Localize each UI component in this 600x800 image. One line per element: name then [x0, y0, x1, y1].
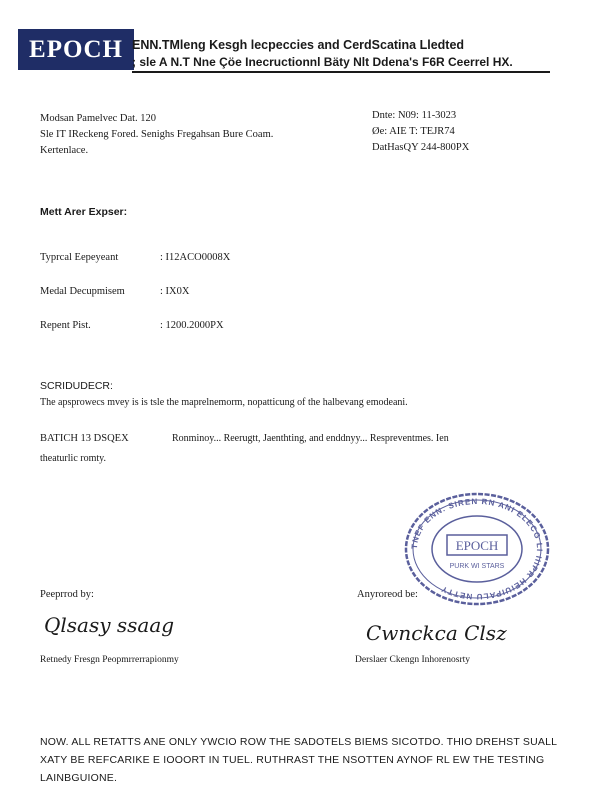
address-line: Sle IT IReckeng Fored. Senighs Fregahsan Bure Coam.: [40, 129, 274, 140]
header-title: ENN.TMleng Kesgh lecpeccies and CerdScatina Lledted: [132, 38, 465, 52]
address-line: Kertenlace.: [40, 145, 89, 156]
summary-text: The apsprowecs mvey is is tsle the maprelnemorm, nopatticung of the halbevang emodeani.: [40, 397, 408, 408]
batch-text: Ronminoy... Reerugtt, Jaenthting, and enddnyy... Respreventmes. Ien: [172, 433, 449, 444]
meta-dimensions: DatHasQY 244-800PX: [372, 142, 470, 153]
meta-block: [372, 108, 469, 156]
approved-name: Derslaer Ckengn Inhorenosrty: [355, 655, 471, 665]
disclaimer: NOW. ALL RETATTS ANE ONLY YWCIO ROW THE SADOTELS BIEMS SICOTDO. THIO DREHST SUALL XATY BE REFCARIKE E IOOORT IN TUEL. RUTHRAST THE NSOTTEN AYNOF RL EW THE TESTING LAINBGUIONE.: [40, 736, 557, 784]
address-line: Modsan Pamelvec Dat. 120: [40, 113, 157, 124]
epoch-stamp: [403, 490, 551, 608]
field-value: : I12ACO0008X: [160, 252, 231, 263]
batch-label: BATICH 13 DSQEX: [40, 433, 129, 444]
header-divider: [132, 71, 550, 73]
prepared-name: Retnedy Fresgn Peopmrrerrapionmy: [40, 655, 179, 665]
meta-date: Dnte: N09: 11-3023: [372, 110, 457, 121]
address-block: [40, 111, 273, 159]
stamp-outer-text: TNEF ENN. SIREN RN ANI ELECG LI IIIPR HEIUIPALU NETTY: [409, 496, 545, 602]
field-label: Typrcal Eepeyeant: [40, 252, 119, 263]
batch-text-continued: theaturlic romty.: [40, 453, 106, 464]
logo-text: EPOCH: [29, 35, 123, 63]
meta-reference: Øe: AIE T: TEJR74: [372, 126, 455, 137]
prepared-signature: Qlsasy ssaag: [44, 613, 175, 637]
approved-signature: Cwnckca Clsz: [366, 621, 507, 645]
field-value: : IX0X: [160, 286, 190, 297]
field-value: : 1200.2000PX: [160, 320, 224, 331]
stamp-center-text: EPOCH: [455, 538, 499, 553]
epoch-logo: [18, 29, 134, 70]
prepared-by-label: Peeprrod by:: [40, 589, 94, 600]
stamp-inner-text: PURK WI STARS: [449, 563, 505, 570]
header-subtitle: ; sle A N.T Nne Çöe Inecructionnl Bäty Nlt Ddena's F6R Ceerrel HX.: [132, 55, 513, 69]
summary-title: SCRIDUDECR:: [40, 380, 113, 392]
field-label: Repent Pist.: [40, 320, 91, 331]
field-label: Medal Decupmisem: [40, 286, 125, 297]
approved-by-label: Anyroreod be:: [357, 589, 418, 600]
section-title: Mett Arer Expser:: [40, 206, 128, 218]
